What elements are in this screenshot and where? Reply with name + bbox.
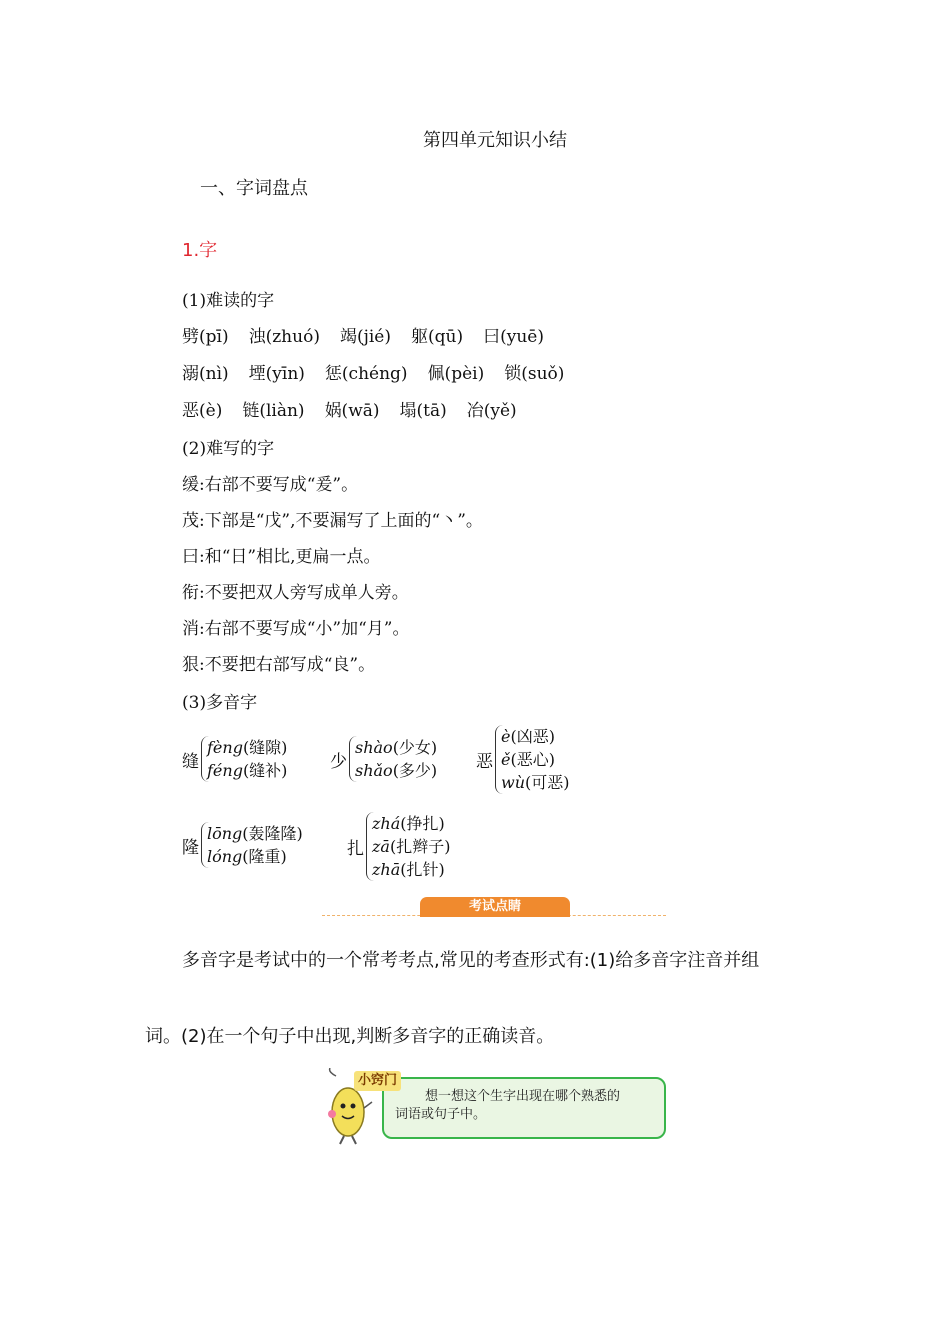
tip-tag: 小窍门 [354,1071,401,1091]
hard-write-item: 缓:右部不要写成“爰”。 [182,475,359,495]
tip-text [395,1088,620,1124]
exam-paragraph-line: 多音字是考试中的一个常考考点,常见的考查形式有:(1)给多音字注音并组 [182,950,760,971]
polyphone-reading: shào(少女) [355,738,438,757]
char-pinyin: 浊(zhuó) [248,327,320,347]
polyphone-reading: ě(恶心) [501,750,555,769]
polyphone-brace [349,736,437,782]
polyphone-char: 恶 [476,752,493,772]
polyphone-reading: zhá(挣扎) [372,814,445,833]
hard-read-row [182,322,564,347]
hard-write-item: 狠:不要把右部写成“良”。 [182,655,376,675]
polyphone-group [182,736,287,782]
polyphone-reading: zā(扎辫子) [372,837,451,856]
polyphone-brace [495,725,570,794]
char-pinyin: 堙(yīn) [248,364,305,384]
polyphone-char: 扎 [347,839,364,859]
polyphone-char: 隆 [182,837,199,858]
hard-write-item: 衔:不要把双人旁写成单人旁。 [182,583,409,603]
polyphone-brace [366,812,450,881]
char-pinyin: 曰(yuē) [483,327,544,347]
polyphone-brace [201,822,303,868]
polyphone-reading: è(凶恶) [501,727,555,746]
polyphone-brace [201,736,287,782]
char-pinyin: 劈(pī) [182,327,229,347]
char-pinyin: 惩(chéng) [324,364,408,384]
polyphone-group [347,812,450,881]
polyphone-reading: féng(缝补) [207,761,288,780]
polyphone-group [182,822,303,868]
char-pinyin: 恶(è) [182,401,223,421]
polyphone-char: 缝 [182,751,199,772]
polyphone-reading: wù(可恶) [501,773,570,792]
tip-line: 词语或句子中。 [395,1107,487,1122]
hard-write-heading: (2)难写的字 [182,439,275,459]
polyphone-reading: lōng(轰隆隆) [207,824,303,843]
polyphone-reading: fèng(缝隙) [207,738,288,757]
polyphone-heading: (3)多音字 [182,693,258,713]
polyphone-char: 少 [330,751,347,772]
polyphone-reading: shǎo(多少) [355,761,438,780]
polyphone-group [330,736,437,782]
char-pinyin: 链(liàn) [242,401,305,421]
char-pinyin: 锁(suǒ) [504,364,565,384]
hard-read-row [182,396,537,421]
subsection-heading: 1.字 [182,240,218,261]
hard-write-item: 曰:和“日”相比,更扁一点。 [182,547,381,567]
char-pinyin: 躯(qū) [411,327,464,347]
exam-paragraph-line: 词。(2)在一个句子中出现,判断多音字的正确读音。 [145,1026,555,1047]
char-pinyin: 冶(yě) [466,401,517,421]
section-heading: 一、字词盘点 [200,178,308,199]
polyphone-reading: lóng(隆重) [207,847,287,866]
hard-write-item: 消:右部不要写成“小”加“月”。 [182,619,410,639]
exam-badge: 考试点睛 [420,897,570,917]
polyphone-group [476,725,570,794]
char-pinyin: 溺(nì) [182,364,229,384]
char-pinyin: 娲(wā) [324,401,380,421]
tip-line: 想一想这个生字出现在哪个熟悉的 [425,1089,621,1104]
char-pinyin: 佩(pèi) [427,364,485,384]
page-title: 第四单元知识小结 [423,130,567,151]
hard-write-item: 茂:下部是“戊”,不要漏写了上面的“丶”。 [182,511,483,531]
hard-read-row [182,359,584,384]
char-pinyin: 竭(jié) [339,327,391,347]
hard-read-heading: (1)难读的字 [182,291,275,311]
polyphone-reading: zhā(扎针) [372,860,445,879]
char-pinyin: 塌(tā) [399,401,447,421]
